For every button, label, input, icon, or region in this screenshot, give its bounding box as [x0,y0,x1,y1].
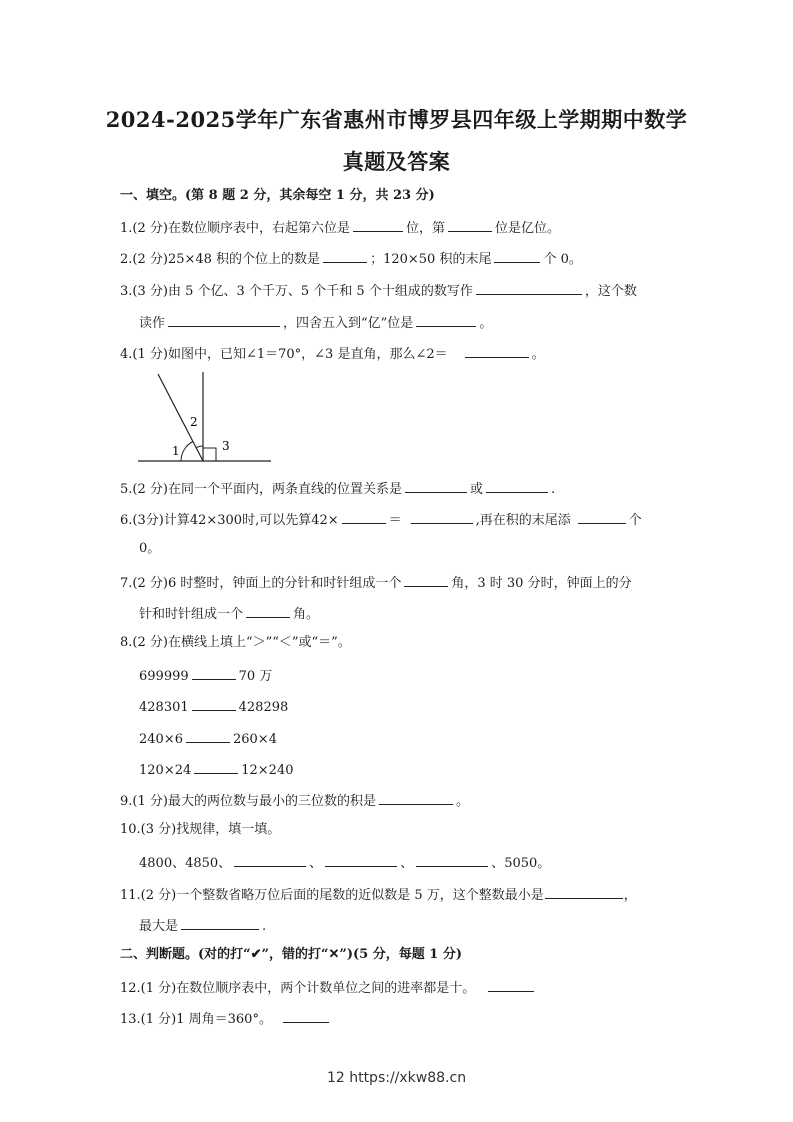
answer-blank[interactable] [476,280,582,295]
angle-2-arc [196,446,203,448]
question-3 [120,280,637,301]
question-10-line2 [139,852,550,873]
question-11-text: . [262,919,267,934]
question-2-text: 2.(2 分)25×48 积的个位上的数是 [120,252,321,267]
angle-2-label: 2 [190,415,198,429]
question-3-text: ，这个数 [584,284,637,299]
question-11-text: 最大是 [139,919,179,934]
question-3-line2 [139,312,492,333]
compare-right: 70 万 [238,669,273,684]
answer-blank[interactable] [192,665,236,680]
question-5 [120,478,555,499]
question-7-text: 角。 [293,607,320,622]
answer-blank[interactable] [405,478,467,493]
compare-right: 260×4 [232,732,277,747]
question-1-text: 1.(2 分)在数位顺序表中，右起第六位是 [120,221,350,236]
page-subtitle: 真题及答案 [342,149,451,174]
question-10-text: 、 [400,856,414,871]
angle-figure [130,366,280,466]
answer-blank[interactable] [168,312,280,327]
question-6-line2: 0。 [139,541,161,556]
answer-blank[interactable] [379,790,453,805]
question-10-text: 、 [309,856,323,871]
answer-blank[interactable] [465,343,529,358]
question-6-text: 6.(3分)计算42×300时,可以先算42× [120,513,339,528]
question-11-text: ， [623,888,637,903]
section-heading-fill-in: 一、填空。(第 8 题 2 分，其余每空 1 分，共 23 分) [120,188,435,203]
question-5-text: 5.(2 分)在同一个平面内，两条直线的位置关系是 [120,482,402,497]
question-12-text: 12.(1 分)在数位顺序表中，两个计数单位之间的进率都是十。 [120,981,476,996]
answer-blank[interactable] [246,603,290,618]
answer-blank[interactable] [353,217,403,232]
answer-blank[interactable] [283,1008,329,1023]
answer-blank[interactable] [342,509,386,524]
answer-blank[interactable] [448,217,492,232]
question-2-text: 个 0。 [543,252,582,267]
compare-row [139,696,288,717]
page-footer: 12 https://xkw88.cn [326,1070,467,1086]
compare-left: 699999 [139,669,189,684]
angle-1-arc [181,442,193,462]
answer-blank[interactable] [323,248,367,263]
question-7-text: 7.(2 分)6 时整时，钟面上的分针和时针组成一个 [120,576,402,591]
question-1-text: 位，第 [405,221,445,236]
question-7 [120,572,632,593]
question-1 [120,217,560,238]
question-1-text: 位是亿位。 [494,221,560,236]
question-11-line2 [139,915,266,936]
question-3-text: 3.(3 分)由 5 个亿、3 个千万、5 个千和 5 个十组成的数写作 [120,284,473,299]
question-13-text: 13.(1 分)1 周角＝360°。 [120,1012,272,1027]
answer-blank[interactable] [181,915,259,930]
question-2-text: ；120×50 积的末尾 [370,252,492,267]
compare-left: 428301 [139,700,189,715]
section-heading-true-false: 二、判断题。(对的打“✔”，错的打“✕”)(5 分，每题 1 分) [120,947,462,962]
question-13 [120,1008,332,1029]
answer-blank[interactable] [194,759,238,774]
question-3-text: 读作 [139,316,166,331]
question-11-text: 11.(2 分)一个整数省略万位后面的尾数的近似数是 5 万，这个整数最小是 [120,888,544,903]
answer-blank[interactable] [325,852,397,867]
answer-blank[interactable] [488,977,534,992]
question-4 [120,343,545,364]
answer-blank[interactable] [578,509,626,524]
question-4-text: 。 [531,347,545,362]
answer-blank[interactable] [192,696,236,711]
right-angle-mark [203,448,216,461]
compare-row [139,665,272,686]
compare-right: 428298 [238,700,289,715]
answer-blank[interactable] [494,248,540,263]
answer-blank[interactable] [486,478,548,493]
question-10: 10.(3 分)找规律，填一填。 [120,822,281,837]
question-7-text: 角，3 时 30 分时，钟面上的分 [451,576,632,591]
compare-row [139,759,294,780]
compare-left: 120×24 [139,763,192,778]
question-5-text: 或 [469,482,483,497]
question-8: 8.(2 分)在横线上填上“＞”“＜”或“＝”。 [120,635,351,650]
question-3-text: ，四舍五入到“亿”位是 [283,316,414,331]
answer-blank[interactable] [411,509,473,524]
question-7-text: 针和时针组成一个 [139,607,244,622]
answer-blank[interactable] [404,572,448,587]
question-6-text: ,再在积的末尾添 [475,513,571,528]
angle-1-label: 1 [172,444,180,458]
answer-blank[interactable] [186,728,230,743]
answer-blank[interactable] [545,884,623,899]
page-title: 2024-2025学年广东省惠州市博罗县四年级上学期期中数学 [105,107,688,132]
question-6-text: 个 [628,513,642,528]
question-2 [120,248,582,269]
compare-row [139,728,277,749]
compare-right: 12×240 [241,763,294,778]
angle-3-label: 3 [222,439,230,453]
question-12 [120,977,537,998]
question-9 [120,790,469,811]
question-9-text: 9.(1 分)最大的两位数与最小的三位数的积是 [120,794,376,809]
compare-left: 240×6 [139,732,183,747]
question-5-text: . [550,482,556,497]
question-7-line2 [139,603,319,624]
question-4-text: 4.(1 分)如图中，已知∠1＝70°，∠3 是直角，那么∠2＝ [120,347,448,362]
question-6 [120,509,642,530]
question-10-text: 4800、4850、 [139,856,232,871]
question-6-text: ＝ [388,513,402,528]
question-10-text: 、5050。 [491,856,551,871]
answer-blank[interactable] [416,852,488,867]
answer-blank[interactable] [416,312,476,327]
question-3-text: 。 [479,316,493,331]
answer-blank[interactable] [234,852,306,867]
question-9-text: 。 [455,794,469,809]
question-11 [120,884,637,905]
